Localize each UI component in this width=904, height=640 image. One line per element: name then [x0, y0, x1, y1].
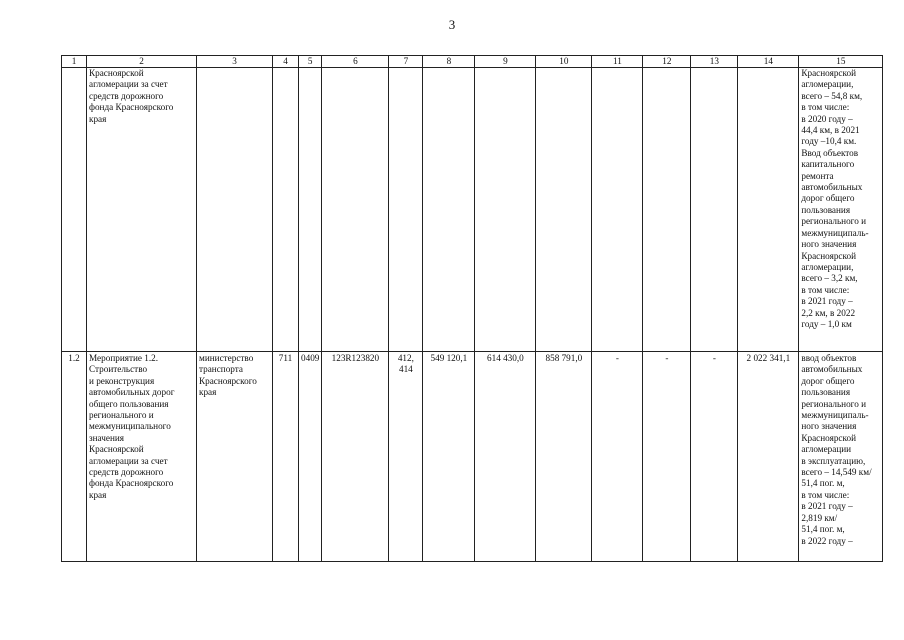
column-header: 8: [423, 56, 475, 68]
section-code-cell: 0409: [299, 352, 322, 562]
column-header: 12: [643, 56, 691, 68]
column-header: 15: [799, 56, 883, 68]
amount-cell: [423, 68, 475, 352]
amount-cell: -: [691, 352, 738, 562]
column-header: 7: [389, 56, 423, 68]
budget-table: [61, 55, 883, 562]
amount-cell: [536, 68, 592, 352]
result-cell: Красноярской агломерации, всего – 54,8 км, в том числе: в 2020 году – 44,4 км, в 2021 году –10,4 км. Ввод объектов капитального ремонта автомобильных дорог общего пользования регионального и межмуниципаль- ного значения Красноярской агломерации, всего – 3,2 км, в том числе: в 2021 году – 2,2 км, в 2022 году – 1,0 км: [799, 68, 883, 352]
row-number-cell: [62, 68, 87, 352]
executor-cell: министерство транспорта Красноярского края: [197, 352, 273, 562]
column-header: 9: [475, 56, 536, 68]
column-header: 2: [87, 56, 197, 68]
section-code-cell: [299, 68, 322, 352]
executor-cell: [197, 68, 273, 352]
column-header: 11: [592, 56, 643, 68]
amount-cell: -: [643, 352, 691, 562]
column-header: 13: [691, 56, 738, 68]
column-header: 5: [299, 56, 322, 68]
total-cell: [738, 68, 799, 352]
target-article-cell: [322, 68, 389, 352]
table-row: [62, 352, 883, 562]
target-article-cell: 123R123820: [322, 352, 389, 562]
amount-cell: [643, 68, 691, 352]
amount-cell: [691, 68, 738, 352]
amount-cell: [475, 68, 536, 352]
activity-name-cell: Мероприятие 1.2. Строительство и реконструкция автомобильных дорог общего пользования регионального и межмуниципального значения Красноярской агломерации за счет средств дорожного фонда Красноярского края: [87, 352, 197, 562]
expense-type-cell: [389, 68, 423, 352]
amount-cell: -: [592, 352, 643, 562]
column-header: 6: [322, 56, 389, 68]
column-header: 3: [197, 56, 273, 68]
page-number: 3: [448, 17, 456, 32]
column-header: 10: [536, 56, 592, 68]
activity-name-cell: Красноярской агломерации за счет средств дорожного фонда Красноярского края: [87, 68, 197, 352]
result-cell: ввод объектов автомобильных дорог общего пользования регионального и межмуниципаль- ного значения Красноярской агломерации в эксплуатацию, всего – 14,549 км/ 51,4 пог. м, в том числе: в 2021 году – 2,819 км/ 51,4 пог. м, в 2022 году –: [799, 352, 883, 562]
amount-cell: [592, 68, 643, 352]
column-header: 14: [738, 56, 799, 68]
column-number-row: [62, 56, 883, 68]
row-number-cell: 1.2: [62, 352, 87, 562]
table-row: [62, 68, 883, 352]
column-header: 4: [273, 56, 299, 68]
amount-cell: 858 791,0: [536, 352, 592, 562]
amount-cell: 614 430,0: [475, 352, 536, 562]
expense-type-cell: 412, 414: [389, 352, 423, 562]
grbs-code-cell: [273, 68, 299, 352]
amount-cell: 549 120,1: [423, 352, 475, 562]
total-cell: 2 022 341,1: [738, 352, 799, 562]
grbs-code-cell: 711: [273, 352, 299, 562]
column-header: 1: [62, 56, 87, 68]
